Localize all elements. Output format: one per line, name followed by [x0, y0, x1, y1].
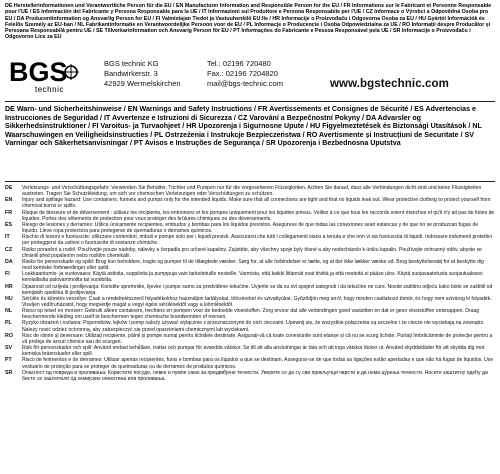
- entry-de: [5, 185, 495, 197]
- fax: Fax.: 02196 7204820: [207, 69, 278, 78]
- entry-fr: [5, 210, 495, 222]
- svg-text:technic: technic: [35, 85, 64, 94]
- manufacturer-info-heading: DE Herstellerinformationen und Verantwortliche Person für die EU / EN Manufacturer Information and Responsible Person for the EU / FR Informations sur le Fabricant et Personne Responsable pour l'UE / ES Información del Fabricante y Persona Responsable para la UE / IT Informazioni sul Produttore e Persona Responsabile per l'UE / CZ Informace o Výrobci a Odpovědná Osoba pro EU / DA Producentinformation og Ansvarlig Person for EU / FI Valmistajan Tiedot ja Vastuuhenkilö EU:lle / HR Informacije o Proizvođaču i Odgovorna Osoba za EU / HU Gyártói Információk és Felelős Személy az EU-ban / NL Fabrikantinformatie en Verantwoordelijke Persoon voor de EU / PL Informacje o Producencie i Osoba Odpowiedzialna za UE / RO Informații despre Producător și Persoana Responsabilă pentru UE / SE Tillverkarinformation och Ansvarig Person för EU / PT Informações do Fabricante e Pessoa Responsável pela UE / SR Informacije o Proizvođaču i Odgovorno Lice za EU: [5, 3, 492, 41]
- language-code: NL: [5, 308, 13, 315]
- entry-nl: [5, 308, 495, 320]
- entry-text: Risk för personskador och spill: Använd endast behållare, trattar och pumpar för avsedda vätskor. Se till att alla anslutningar är täta och att inga vätskor läcker ut. Använd skyddskläder för att skydda dig mot kemiska brännskador eller spill.: [22, 345, 485, 358]
- entry-text: Loukkaantumis- ja vuotovaara: Käytä astioita, suppiloita ja pumppuja vain tarkoitetuille nesteille. Varmista, että kaikki liitännät ovat tiiviitä ja että nesteitä ei pääse ulos. Käytä suojavaatetusta suojautuaksesi kemiallisilta palovammoilta tai vuodoilta.: [22, 271, 483, 284]
- website-link[interactable]: www.bgstechnic.com: [330, 78, 449, 90]
- entry-text: Verletzungs- und Verschüttungsgefahr: Verwenden Sie Behälter, Trichter und Pumpen nur für die vorgesehenen Flüssigkeiten. Achten Sie darauf, dass alle Verbindungen dicht sind und keine Flüssigkeiten austreten. Tragen Sie Schutzkleidung, um sich vor chemischen Verletzungen oder Verschüttungen zu schützen.: [22, 185, 482, 198]
- language-code: ES: [5, 221, 13, 228]
- contact-column: [207, 59, 283, 89]
- entry-text: Opasnost od ozljeda i prolijevanja: Koristite spremnike, lijevke i pumpe samo za predviđene tekućine. Uvjerite se da su svi spojevi zategnuti i da tekućine ne cure. Nosite zaštitnu odjeću kako biste se zaštitili od kemijskih opeklina ili prolijevanja.: [22, 283, 493, 296]
- entry-text: Опасност од повреда и проливања: Користите посуде, левке и пумпе само за предвиђене течности. Уверите се да су сви прикључци чврсти и да нема цурења течности. Носите заштитну одећу да бисте се заштитили од хемијских опекотина или проливања.: [22, 369, 488, 382]
- svg-text:BGS: BGS: [9, 57, 68, 87]
- entry-es: [5, 222, 495, 234]
- entry-sv: [5, 345, 495, 357]
- entry-text: Ryzyko obrażeń i rozlania: Pojemników, lejków i pomp należy używać wyłącznie z przeznaczonymi do nich cieczami. Upewnij się, że wszystkie połączenia są szczelne i że ciecze nie wyciekają na zewnątrz. Należy nosić odzież ochronną, aby zabezpieczyć się przed oparzeniami chemicznymi lub wyciekami.: [22, 320, 485, 333]
- warning-entries: [5, 185, 495, 382]
- entry-text: Risico op letsel en morsen: Gebruik alleen containers, trechters en pompen voor de bedoelde vloeistoffen. Zorg ervoor dat alle verbindingen goed vastzitten en dat er geen vloeistoffen ontsnappen. Draag beschermende kleding om uzelf te beschermen tegen chemische brandwonden of morsen.: [22, 308, 480, 321]
- entry-hr: [5, 284, 495, 296]
- email[interactable]: mail@bgs-technic.com: [207, 79, 283, 88]
- entry-cz: [5, 247, 495, 259]
- language-code: FI: [5, 271, 10, 278]
- entry-pt: [5, 357, 495, 369]
- street: Bandwirkerstr. 3: [104, 69, 158, 78]
- language-code: CZ: [5, 246, 13, 253]
- divider: [5, 181, 495, 182]
- brand-address-block: [5, 55, 495, 97]
- language-code: RO: [5, 332, 13, 339]
- entry-text: Riesgo de lesiones y derrames: Utilice únicamente recipientes, embudos y bombas para los líquidos previstos. Asegúrese de que todas las conexiones sean estancas y de que no se produzcan fugas de líquido. Lleve ropa protectora para protegerse de quemaduras o derrames químicos.: [22, 221, 479, 235]
- entry-text: Risiko for personskade og spild: Brug kun beholdere, tragte og pumper til de tiltægtede væsker. Sørg for, at alle forbindelser er tætte, og at der ikke lækker væske ud. Brug beskyttelsestøj for at beskytte dig mod kemiske forbrændinger eller spild.: [22, 258, 484, 272]
- language-code: HU: [5, 295, 13, 302]
- entry-it: [5, 234, 495, 246]
- entry-text: Rischio di lesioni e fuoriuscite: utilizzare contenitori, imbuti e pompe solo per i liquidi previsti. Assicurarsi che tutti i collegamenti siano a tenuta e che non vi sia fuoriuscita di liquidi. Indossare indumenti protettivi per proteggersi da ustioni o fuoriuscite di sostanze chimiche.: [22, 234, 492, 247]
- language-code: HR: [5, 283, 13, 290]
- entry-sr: [5, 370, 495, 382]
- entry-fi: [5, 271, 495, 283]
- language-code: SR: [5, 369, 13, 376]
- entry-pl: [5, 320, 495, 332]
- entry-text: Injury and spillage hazard: Use containers, funnels and pumps only for the intended liquids. Make sure that all connections are tight and that no liquids leak out. Wear protective clothing to protect yourself from chemical burns or spills.: [22, 197, 491, 210]
- language-code: PT: [5, 357, 12, 364]
- language-code: PL: [5, 320, 12, 327]
- entry-text: Risco de ferimentos e de derrames: Utilizar apenas recipientes, funis e bombas para os líquidos a que se destinam. Assegurar-se de que todas as ligações estão apertadas e que não há fugas de líquidos. Use vestuário de proteção para se proteger de queimaduras ou de derrames de produtos químicos.: [22, 357, 494, 370]
- bgs-technic-logo: [8, 55, 84, 97]
- company-name: BGS technic KG: [104, 59, 159, 68]
- entry-text: Riziko poranění a rozlití: Používejte pouze nádoby, nálevky a čerpadla pro určené kapaliny. Zajistěte, aby všechny spoje byly těsné a aby nedocházelo k úniku kapalin. Používejte ochranný oděv, abyste se chránili před popálením nebo rozlitím chemikálií.: [22, 246, 482, 259]
- entry-da: [5, 259, 495, 271]
- warnings-heading: DE Warn- und Sicherheitshinweise / EN Warnings and Safety Instructions / FR Avertissements et Consignes de Sécurité / ES Advertencias e Instrucciones de Seguridad / IT Avvertenze e Istruzioni di Sicurezza / CZ Varování a Bezpečnostní Pokyny / DA Advarsler og Sikkerhedsinstruktioner / FI Varoitus- ja Turvaohjeet / HR Upozorenja i Sigurnosne Upute / HU Figyelmeztetések és Biztonsági Utasítások / NL Waarschuwingen en Veiligheidsinstructies / PL Ostrzeżenia i Instrukcje Bezpieczeństwa / RO Avertismente și Instrucțiuni de Securitate / SV Varningar och Säkerhetsanvisningar / PT Avisos e Instruções de Segurança / SR Upozorenja i Bezbednosna Uputstva: [5, 105, 482, 148]
- entry-text: Sérülés és kiömlés veszélye: Csak a rendeltetésszerű folyadékokhoz használjon tartályokat, tölcséreket és szivattyúkat. Győződjön meg arról, hogy minden csatlakozó tömör, és hogy nem szivárog ki folyadék. Viseljen védőruházatot, hogy megvédje magát a vegyi égési sérülésektől vagy a kiömlésektől.: [22, 295, 492, 308]
- language-code: DA: [5, 258, 13, 265]
- language-code: EN: [5, 197, 13, 204]
- language-code: FR: [5, 209, 13, 216]
- address-column: [104, 59, 181, 89]
- language-code: IT: [5, 234, 10, 241]
- city: 42929 Wermelskirchen: [104, 79, 181, 88]
- divider: [5, 101, 495, 102]
- language-code: SV: [5, 345, 13, 352]
- entry-hu: [5, 296, 495, 308]
- entry-ro: [5, 333, 495, 345]
- entry-text: Risque de blessure et de déversement : utilisez les récipients, les entonnoirs et les pompes uniquement pour les liquides prévus. Veillez à ce que tous les raccords soient étanches et qu'il n'y ait pas de fuites de liquides. Portez des vêtements de protection pour vous protéger des brûlures chimiques ou des déversements.: [22, 209, 495, 222]
- telephone: Tel.: 02196 720480: [207, 59, 271, 68]
- entry-text: Risc de rănire și deversare: Utilizați recipiente, pâlnii și pompe numai pentru lichidele destinate. Asigurați-vă că toate conexiunile sunt etanșe și că nu se scurg lichide. Purtați îmbrăcăminte de protecție pentru a vă proteja de arsuri chimice sau de scurgeri.: [22, 332, 493, 345]
- language-code: DE: [5, 185, 13, 191]
- entry-en: [5, 197, 495, 209]
